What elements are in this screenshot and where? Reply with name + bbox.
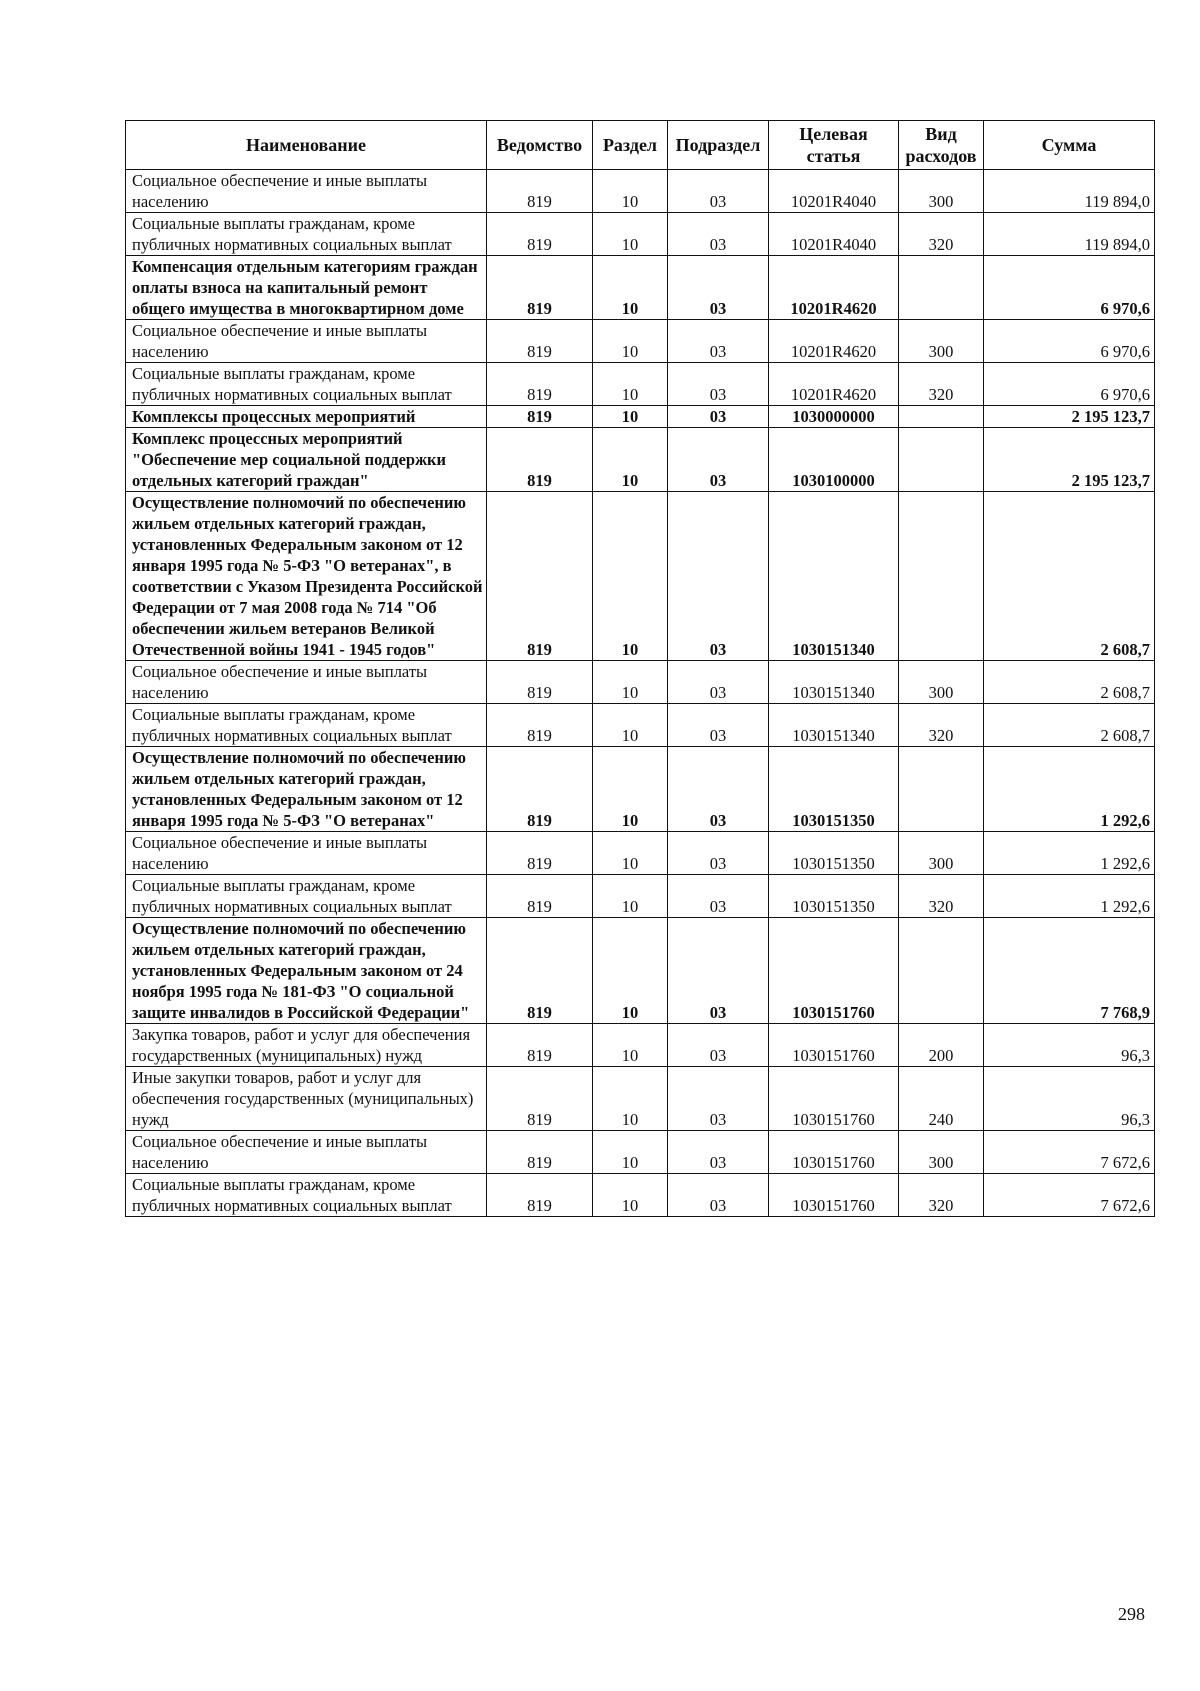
cell-amount: 2 608,7 (984, 661, 1155, 704)
header-row (126, 121, 1155, 170)
cell-section: 10 (593, 492, 668, 661)
cell-target-article: 10201R4620 (769, 256, 899, 320)
cell-amount: 119 894,0 (984, 170, 1155, 213)
cell-subsection: 03 (668, 1131, 769, 1174)
cell-amount: 7 768,9 (984, 918, 1155, 1024)
cell-section: 10 (593, 704, 668, 747)
cell-subsection: 03 (668, 1174, 769, 1217)
table-row (126, 832, 1155, 875)
table-row (126, 256, 1155, 320)
budget-table (125, 120, 1155, 1217)
cell-expense-type: 300 (899, 1131, 984, 1174)
cell-subsection: 03 (668, 256, 769, 320)
table-row (126, 1131, 1155, 1174)
cell-section: 10 (593, 1024, 668, 1067)
header-expense-type: Вид расходов (899, 121, 984, 170)
cell-name: Осуществление полномочий по обеспечению жильем отдельных категорий граждан, установленных Федеральным законом от 24 ноября 1995 года № 181-ФЗ "О социальной защите инвалидов в Российской Федерации" (126, 918, 487, 1024)
cell-department: 819 (487, 492, 593, 661)
cell-amount: 6 970,6 (984, 320, 1155, 363)
cell-subsection: 03 (668, 875, 769, 918)
cell-department: 819 (487, 1174, 593, 1217)
cell-subsection: 03 (668, 661, 769, 704)
table-row (126, 875, 1155, 918)
cell-section: 10 (593, 363, 668, 406)
cell-target-article: 1030000000 (769, 406, 899, 428)
cell-section: 10 (593, 170, 668, 213)
cell-subsection: 03 (668, 320, 769, 363)
cell-expense-type: 300 (899, 832, 984, 875)
cell-amount: 96,3 (984, 1024, 1155, 1067)
cell-expense-type: 320 (899, 363, 984, 406)
table-row (126, 363, 1155, 406)
cell-section: 10 (593, 1067, 668, 1131)
header-amount: Сумма (984, 121, 1155, 170)
cell-department: 819 (487, 918, 593, 1024)
cell-amount: 7 672,6 (984, 1174, 1155, 1217)
cell-name: Социальное обеспечение и иные выплаты населению (126, 832, 487, 875)
cell-expense-type: 300 (899, 170, 984, 213)
cell-department: 819 (487, 256, 593, 320)
cell-name: Компенсация отдельным категориям граждан оплаты взноса на капитальный ремонт общего имущества в многоквартирном доме (126, 256, 487, 320)
cell-target-article: 1030151760 (769, 1067, 899, 1131)
cell-department: 819 (487, 875, 593, 918)
cell-expense-type: 300 (899, 661, 984, 704)
cell-expense-type (899, 492, 984, 661)
cell-department: 819 (487, 704, 593, 747)
cell-department: 819 (487, 428, 593, 492)
cell-expense-type: 320 (899, 1174, 984, 1217)
cell-name: Социальные выплаты гражданам, кроме публичных нормативных социальных выплат (126, 704, 487, 747)
cell-subsection: 03 (668, 918, 769, 1024)
cell-target-article: 10201R4040 (769, 213, 899, 256)
cell-name: Социальные выплаты гражданам, кроме публичных нормативных социальных выплат (126, 875, 487, 918)
cell-expense-type: 320 (899, 213, 984, 256)
cell-section: 10 (593, 406, 668, 428)
cell-target-article: 1030151760 (769, 1024, 899, 1067)
cell-target-article: 1030151340 (769, 661, 899, 704)
cell-section: 10 (593, 832, 668, 875)
cell-amount: 2 608,7 (984, 704, 1155, 747)
cell-expense-type (899, 918, 984, 1024)
table-body (126, 170, 1155, 1217)
cell-name: Осуществление полномочий по обеспечению жильем отдельных категорий граждан, установленных Федеральным законом от 12 января 1995 года № 5-ФЗ "О ветеранах" (126, 747, 487, 832)
cell-subsection: 03 (668, 170, 769, 213)
cell-subsection: 03 (668, 363, 769, 406)
cell-amount: 119 894,0 (984, 213, 1155, 256)
cell-department: 819 (487, 1067, 593, 1131)
cell-section: 10 (593, 428, 668, 492)
cell-amount: 2 195 123,7 (984, 406, 1155, 428)
cell-target-article: 1030151760 (769, 1174, 899, 1217)
cell-target-article: 1030151350 (769, 747, 899, 832)
cell-section: 10 (593, 1131, 668, 1174)
table-row (126, 320, 1155, 363)
cell-target-article: 10201R4620 (769, 363, 899, 406)
cell-target-article: 1030151760 (769, 1131, 899, 1174)
cell-amount: 1 292,6 (984, 832, 1155, 875)
cell-section: 10 (593, 661, 668, 704)
table-row (126, 1067, 1155, 1131)
cell-target-article: 1030100000 (769, 428, 899, 492)
cell-section: 10 (593, 256, 668, 320)
table-row (126, 170, 1155, 213)
cell-name: Социальные выплаты гражданам, кроме публичных нормативных социальных выплат (126, 213, 487, 256)
table-row (126, 213, 1155, 256)
cell-expense-type (899, 747, 984, 832)
cell-name: Социальное обеспечение и иные выплаты населению (126, 320, 487, 363)
cell-amount: 2 608,7 (984, 492, 1155, 661)
header-name: Наименование (126, 121, 487, 170)
table-row (126, 492, 1155, 661)
cell-subsection: 03 (668, 747, 769, 832)
table-row (126, 918, 1155, 1024)
cell-target-article: 1030151350 (769, 875, 899, 918)
cell-name: Социальное обеспечение и иные выплаты населению (126, 170, 487, 213)
cell-name: Иные закупки товаров, работ и услуг для обеспечения государственных (муниципальных) нужд (126, 1067, 487, 1131)
cell-department: 819 (487, 363, 593, 406)
cell-expense-type: 320 (899, 875, 984, 918)
cell-target-article: 10201R4040 (769, 170, 899, 213)
cell-section: 10 (593, 320, 668, 363)
cell-name: Социальные выплаты гражданам, кроме публичных нормативных социальных выплат (126, 1174, 487, 1217)
page-number: 298 (1118, 1604, 1145, 1624)
cell-amount: 7 672,6 (984, 1131, 1155, 1174)
cell-department: 819 (487, 1024, 593, 1067)
cell-subsection: 03 (668, 428, 769, 492)
cell-target-article: 10201R4620 (769, 320, 899, 363)
cell-section: 10 (593, 1174, 668, 1217)
cell-subsection: 03 (668, 832, 769, 875)
table-row (126, 428, 1155, 492)
cell-subsection: 03 (668, 213, 769, 256)
table-row (126, 406, 1155, 428)
cell-amount: 6 970,6 (984, 256, 1155, 320)
cell-expense-type (899, 428, 984, 492)
cell-amount: 2 195 123,7 (984, 428, 1155, 492)
cell-department: 819 (487, 406, 593, 428)
header-department: Ведомство (487, 121, 593, 170)
cell-department: 819 (487, 747, 593, 832)
cell-subsection: 03 (668, 1067, 769, 1131)
cell-section: 10 (593, 747, 668, 832)
cell-expense-type: 320 (899, 704, 984, 747)
cell-section: 10 (593, 918, 668, 1024)
header-subsection: Подраздел (668, 121, 769, 170)
cell-department: 819 (487, 170, 593, 213)
cell-department: 819 (487, 213, 593, 256)
cell-name: Комплекс процессных мероприятий "Обеспечение мер социальной поддержки отдельных категорий граждан" (126, 428, 487, 492)
cell-name: Осуществление полномочий по обеспечению жильем отдельных категорий граждан, установленных Федеральным законом от 12 января 1995 года № 5-ФЗ "О ветеранах", в соответствии с Указом Президента Российской Федерации от 7 мая 2008 года № 714 "Об обеспечении жильем ветеранов Великой Отечественной войны 1941 - 1945 годов" (126, 492, 487, 661)
table-row (126, 1174, 1155, 1217)
cell-target-article: 1030151340 (769, 704, 899, 747)
table-row (126, 704, 1155, 747)
cell-subsection: 03 (668, 492, 769, 661)
table-row (126, 747, 1155, 832)
cell-target-article: 1030151350 (769, 832, 899, 875)
cell-department: 819 (487, 661, 593, 704)
cell-subsection: 03 (668, 704, 769, 747)
cell-name: Социальное обеспечение и иные выплаты населению (126, 1131, 487, 1174)
cell-expense-type (899, 256, 984, 320)
cell-amount: 1 292,6 (984, 875, 1155, 918)
cell-amount: 96,3 (984, 1067, 1155, 1131)
cell-name: Социальное обеспечение и иные выплаты населению (126, 661, 487, 704)
table-row (126, 661, 1155, 704)
cell-amount: 1 292,6 (984, 747, 1155, 832)
cell-section: 10 (593, 213, 668, 256)
cell-section: 10 (593, 875, 668, 918)
cell-name: Закупка товаров, работ и услуг для обеспечения государственных (муниципальных) нужд (126, 1024, 487, 1067)
cell-expense-type: 300 (899, 320, 984, 363)
table-row (126, 1024, 1155, 1067)
cell-name: Социальные выплаты гражданам, кроме публичных нормативных социальных выплат (126, 363, 487, 406)
cell-department: 819 (487, 832, 593, 875)
cell-expense-type: 240 (899, 1067, 984, 1131)
cell-target-article: 1030151760 (769, 918, 899, 1024)
cell-target-article: 1030151340 (769, 492, 899, 661)
cell-subsection: 03 (668, 1024, 769, 1067)
cell-expense-type: 200 (899, 1024, 984, 1067)
cell-subsection: 03 (668, 406, 769, 428)
cell-expense-type (899, 406, 984, 428)
cell-name: Комплексы процессных мероприятий (126, 406, 487, 428)
cell-department: 819 (487, 320, 593, 363)
cell-department: 819 (487, 1131, 593, 1174)
cell-amount: 6 970,6 (984, 363, 1155, 406)
header-target-article: Целевая статья (769, 121, 899, 170)
header-section: Раздел (593, 121, 668, 170)
